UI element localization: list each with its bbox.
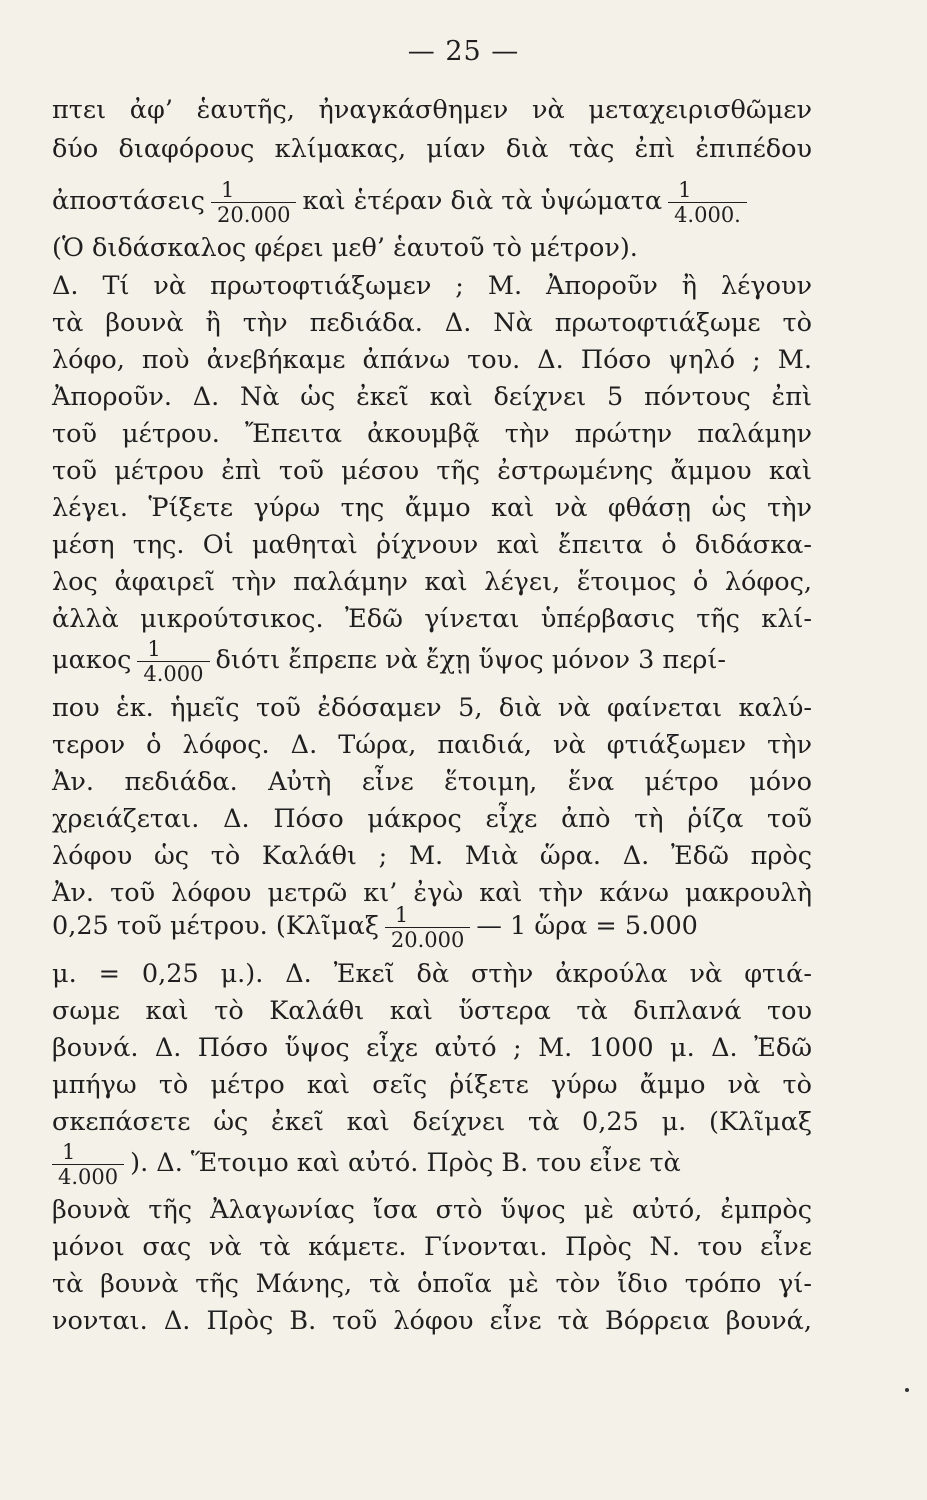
- page-number: — 25 —: [407, 36, 520, 67]
- fraction-numerator: 1: [211, 178, 296, 203]
- fraction: [211, 178, 296, 227]
- text-line: σκεπάσετε ὡς ἐκεῖ καὶ δείχνει τὰ 0,25 μ. (Κλῖμαξ: [52, 1107, 812, 1137]
- text-line: ἀλλὰ μικρούτσικος. Ἐδῶ γίνεται ὑπέρβασις τῆς κλί-: [52, 604, 812, 634]
- fraction: [385, 903, 470, 952]
- fraction-denominator: 4.000: [58, 1164, 119, 1189]
- text-line: νονται. Δ. Πρὸς Β. τοῦ λόφου εἶνε τὰ Βόρρεια βουνά,: [52, 1306, 812, 1336]
- text-line: βουνά. Δ. Πόσο ὕψος εἶχε αὐτό ; Μ. 1000 μ. Δ. Ἐδῶ: [52, 1033, 812, 1063]
- fraction-denominator: 20.000: [390, 927, 465, 952]
- text-line: μέση της. Οἱ μαθηταὶ ῥίχνουν καὶ ἔπειτα ὁ διδάσκα-: [52, 530, 812, 560]
- text-line: τὰ βουνὰ τῆς Μάνης, τὰ ὁποῖα μὲ τὸν ἴδιο τρόπο γί-: [52, 1269, 812, 1299]
- text-segment: μακος: [52, 645, 132, 675]
- fraction-denominator: 4.000.: [674, 202, 741, 227]
- fraction-denominator: 20.000: [216, 202, 291, 227]
- text-line: [52, 176, 812, 226]
- ink-spot: [905, 1388, 909, 1392]
- text-line: βουνὰ τῆς Ἀλαγωνίας ἴσα στὸ ὕψος μὲ αὐτό, ἐμπρὸς: [52, 1195, 812, 1225]
- text-line: τοῦ μέτρου ἐπὶ τοῦ μέσου τῆς ἐστρωμένης ἄμμου καὶ: [52, 456, 812, 486]
- fraction: [52, 1140, 124, 1189]
- text-line: λόφο, ποὺ ἀνεβήκαμε ἀπάνω του. Δ. Πόσο ψηλό ; Μ.: [52, 345, 812, 375]
- text-line: τερον ὁ λόφος. Δ. Τώρα, παιδιά, νὰ φτιάξωμεν τὴν: [52, 730, 812, 760]
- fraction: [668, 178, 747, 227]
- fraction: [137, 637, 209, 686]
- text-line: λέγει. Ῥίξετε γύρω της ἄμμο καὶ νὰ φθάσῃ ὡς τὴν: [52, 493, 812, 523]
- text-line: μόνοι σας νὰ τὰ κάμετε. Γίνονται. Πρὸς Ν. του εἶνε: [52, 1232, 812, 1262]
- fraction-numerator: 1: [385, 903, 470, 928]
- text-line: σωμε καὶ τὸ Καλάθι καὶ ὕστερα τὰ διπλανά του: [52, 996, 812, 1026]
- text-line: δύο διαφόρους κλίμακας, μίαν διὰ τὰς ἐπὶ ἐπιπέδου: [52, 134, 812, 164]
- text-segment: — 1 ὥρα = 5.000: [476, 911, 698, 941]
- text-line: Δ. Τί νὰ πρωτοφτιάξωμεν ; Μ. Ἀποροῦν ἢ λέγουν: [52, 271, 812, 301]
- text-segment: ἀποστάσεις: [52, 186, 205, 216]
- fraction-numerator: 1: [137, 637, 209, 662]
- text-segment: ). Δ. Ἕτοιμο καὶ αὐτό. Πρὸς Β. του εἶνε τὰ: [130, 1148, 681, 1178]
- text-line: [52, 1135, 812, 1191]
- text-line: πτει ἀφ’ ἑαυτῆς, ἠναγκάσθημεν νὰ μεταχειρισθῶμεν: [52, 95, 812, 125]
- text-line: μπήγω τὸ μέτρο καὶ σεῖς ῥίξετε γύρω ἄμμο νὰ τὸ: [52, 1070, 812, 1100]
- text-line: [52, 898, 812, 954]
- text-line: τοῦ μέτρου. Ἔπειτα ἀκουμβᾷ τὴν πρώτην παλάμην: [52, 419, 812, 449]
- text-segment: διότι ἔπρεπε νὰ ἔχῃ ὕψος μόνον 3 περί-: [215, 645, 727, 675]
- text-line: χρειάζεται. Δ. Πόσο μάκρος εἶχε ἀπὸ τὴ ῥίζα τοῦ: [52, 804, 812, 834]
- text-line: λος ἀφαιρεῖ τὴν παλάμην καὶ λέγει, ἕτοιμος ὁ λόφος,: [52, 567, 812, 597]
- text-segment: 0,25 τοῦ μέτρου. (Κλῖμαξ: [52, 911, 379, 941]
- fraction-numerator: 1: [52, 1140, 124, 1165]
- text-line: μ. = 0,25 μ.). Δ. Ἐκεῖ δὰ στὴν ἀκρούλα νὰ φτιά-: [52, 959, 812, 989]
- text-line: λόφου ὡς τὸ Καλάθι ; Μ. Μιὰ ὥρα. Δ. Ἐδῶ πρὸς: [52, 841, 812, 871]
- fraction-denominator: 4.000: [143, 661, 204, 686]
- text-line: Ἀν. πεδιάδα. Αὐτὴ εἶνε ἕτοιμη, ἕνα μέτρο μόνο: [52, 767, 812, 797]
- text-line: Ἀποροῦν. Δ. Νὰ ὡς ἐκεῖ καὶ δείχνει 5 πόντους ἐπὶ: [52, 382, 812, 412]
- text-line: τὰ βουνὰ ἢ τὴν πεδιάδα. Δ. Νὰ πρωτοφτιάξωμε τὸ: [52, 308, 812, 338]
- text-line: (Ὁ διδάσκαλος φέρει μεθ’ ἑαυτοῦ τὸ μέτρον).: [52, 233, 638, 263]
- text-line: [52, 632, 812, 688]
- fraction-numerator: 1: [668, 178, 747, 203]
- text-segment: καὶ ἑτέραν διὰ τὰ ὑψώματα: [302, 186, 663, 216]
- text-line: Ἀν. τοῦ λόφου μετρῶ κι’ ἐγὼ καὶ τὴν κάνω μακρουλὴ: [52, 878, 812, 908]
- text-line: που ἑκ. ἡμεῖς τοῦ ἐδόσαμεν 5, διὰ νὰ φαίνεται καλύ-: [52, 693, 812, 723]
